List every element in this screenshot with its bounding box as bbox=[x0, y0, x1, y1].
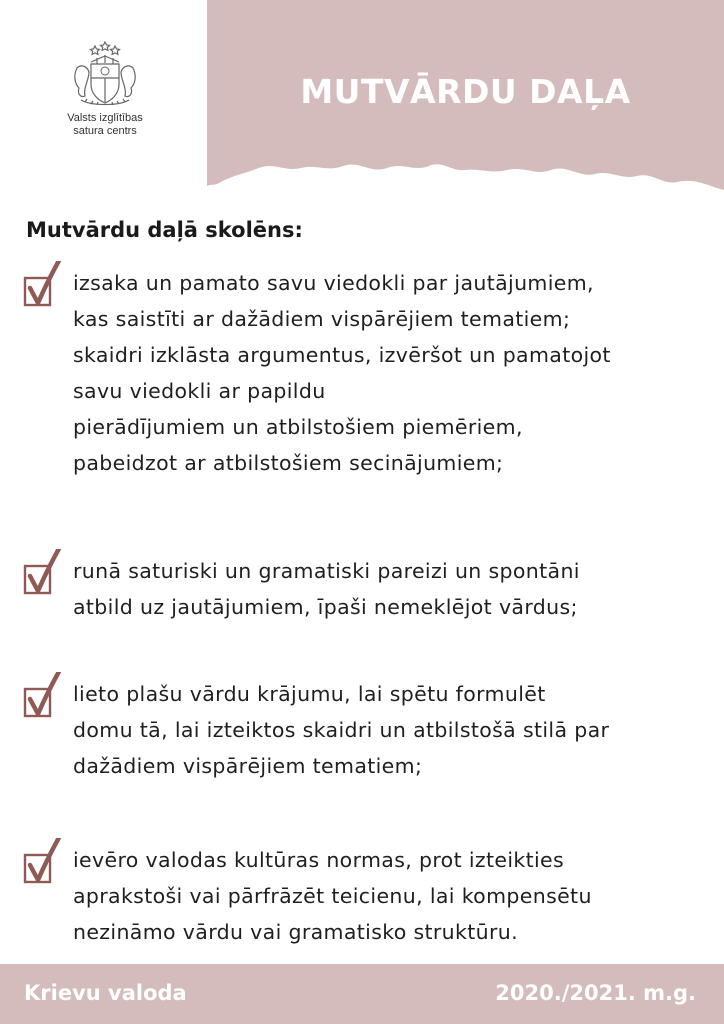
organization-name-line1: Valsts izglītības bbox=[67, 112, 143, 124]
checkbox-checked-icon bbox=[22, 549, 68, 609]
list-item-text: ievēro valodas kultūras normas, prot izteikties aprakstoši vai pārfrāzēt teicienu, lai kompensētu nezināmo vārdu vai gramatisko struktūru. bbox=[73, 848, 592, 944]
organization-name bbox=[40, 112, 170, 138]
list-item-text: lieto plašu vārdu krājumu, lai spētu formulēt domu tā, lai izteiktos skaidri un atbilstošā stilā par dažādiem vispārējiem tematiem; bbox=[73, 682, 610, 778]
footer-school-year: 2020./2021. m.g. bbox=[495, 981, 696, 1005]
organization-name-line2: satura centrs bbox=[73, 125, 137, 137]
coat-of-arms-icon bbox=[67, 38, 143, 108]
list-item-text: izsaka un pamato savu viedokli par jautājumiem, kas saistīti ar dažādiem vispārējiem tematiem; skaidri izklāsta argumentus, izvēršot un pamatojot savu viedokli ar papildu pierādījumiem un atbilstošiem piemēriem, pabeidzot ar atbilstošiem secinājumiem; bbox=[73, 271, 611, 475]
list-item-text: runā saturiski un gramatiski pareizi un spontāni atbild uz jautājumiem, īpaši nemeklējot vārdus; bbox=[73, 559, 580, 619]
section-heading: Mutvārdu daļā skolēns: bbox=[26, 218, 303, 242]
checkbox-checked-icon bbox=[22, 261, 68, 321]
checkbox-checked-icon bbox=[22, 838, 68, 898]
checkbox-checked-icon bbox=[22, 672, 68, 732]
page-title: MUTVĀRDU DAĻA bbox=[300, 72, 631, 111]
organization-logo bbox=[40, 38, 170, 138]
footer-bar bbox=[0, 964, 724, 1024]
footer-subject: Krievu valoda bbox=[24, 981, 187, 1005]
